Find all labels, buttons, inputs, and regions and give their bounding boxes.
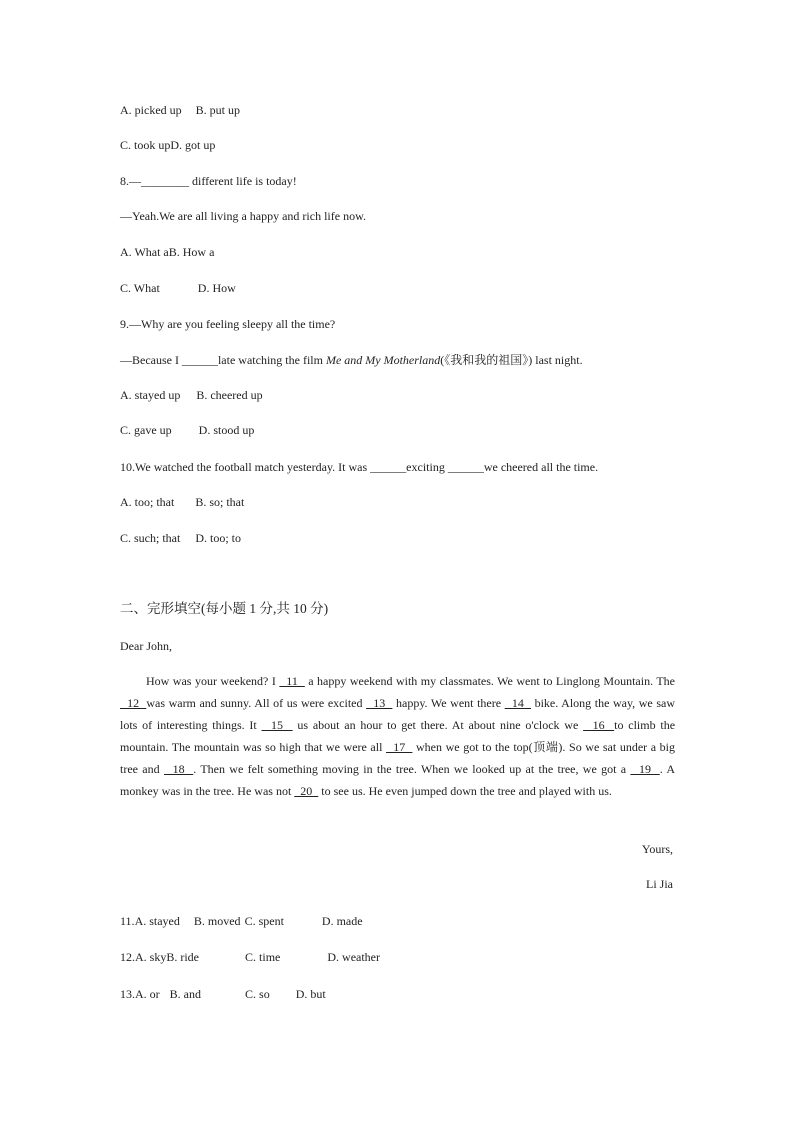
blank-20: 20	[294, 784, 319, 798]
q10-option-b: B. so; that	[195, 495, 245, 509]
q7-options-row1	[120, 103, 240, 117]
letter-text: was warm and sunny. All of us were excited	[146, 696, 367, 710]
letter-text: when we got to the top(顶端). So we sat under a big tree and	[120, 740, 675, 776]
q12-option-c: C. time	[245, 950, 281, 964]
q7-option-a: A. picked up	[120, 103, 182, 117]
letter-closing: Yours,	[641, 842, 673, 856]
blank-17: 17	[386, 740, 413, 754]
q7-option-b: B. put up	[195, 103, 240, 117]
q10-option-c: C. such; that	[120, 531, 181, 545]
letter-text: How was your weekend? I	[146, 674, 280, 688]
letter-text: us about an hour to get there. At about nine o'clock we	[292, 718, 584, 732]
q13-number: 13.	[120, 987, 135, 1001]
letter-body	[120, 670, 675, 802]
blank-18: 18	[163, 762, 194, 776]
q12-option-d: D. weather	[327, 950, 380, 964]
q9-reply-pre: —Because I ______late watching the film	[120, 353, 326, 367]
letter-text: happy. We went there	[392, 696, 505, 710]
q13-option-b: B. and	[169, 987, 202, 1001]
blank-15: 15	[261, 718, 293, 732]
letter-text: to climb the mountain. The mountain was so high that we were all	[120, 718, 676, 754]
q11-number: 11.	[120, 914, 135, 928]
q12-options	[120, 950, 380, 964]
q9-options-row1	[120, 388, 263, 402]
q8-option-d: D. How	[197, 281, 236, 295]
q12-option-b: B. ride	[166, 950, 200, 964]
q12-option-a: A. sky	[135, 950, 167, 964]
q9-option-a: A. stayed up	[120, 388, 181, 402]
q10-option-d: D. too; to	[195, 531, 241, 545]
q9-options-row2	[120, 423, 254, 437]
q13-option-d: D. but	[295, 987, 326, 1001]
letter-text: . A monkey was in the tree. He was not	[120, 762, 676, 798]
q7-option-c: C. took up	[120, 138, 171, 152]
letter-text: a happy weekend with my classmates. We went to Linglong Mountain. The	[304, 674, 675, 688]
blank-12: 12	[120, 696, 147, 710]
q11-option-d: D. made	[321, 914, 363, 928]
letter-text: . Then we felt something moving in the tree. When we looked up at the tree, we got a	[193, 762, 631, 776]
blank-11: 11	[279, 674, 305, 688]
letter-text: to see us. He even jumped down the tree and played with us.	[318, 784, 612, 798]
q8-option-c: C. What	[120, 281, 160, 295]
q9-reply-post: (《我和我的祖国》) last night.	[440, 353, 583, 367]
q13-option-a: A. or	[135, 987, 160, 1001]
q9-option-d: D. stood up	[198, 423, 255, 437]
q9-option-c: C. gave up	[120, 423, 172, 437]
letter-text: bike. Along the way, we saw lots of interesting things. It	[120, 696, 676, 732]
q10-stem: 10.We watched the football match yesterday. It was ______exciting ______we cheered all the time.	[120, 460, 599, 474]
q8-option-b: B. How a	[168, 245, 215, 259]
q8-reply: —Yeah.We are all living a happy and rich life now.	[120, 209, 366, 223]
letter-greeting: Dear John,	[120, 639, 172, 653]
q11-option-c: C. spent	[244, 914, 284, 928]
blank-19: 19	[630, 762, 660, 776]
blank-16: 16	[583, 718, 615, 732]
q8-options-row1	[120, 245, 214, 259]
q7-options-row2	[120, 138, 215, 152]
q9-reply	[120, 353, 583, 367]
blank-14: 14	[504, 696, 531, 710]
q13-options	[120, 987, 326, 1001]
q8-stem: 8.—________ different life is today!	[120, 174, 297, 188]
letter-signature: Li Jia	[646, 877, 673, 891]
q9-option-b: B. cheered up	[196, 388, 263, 402]
q11-option-b: B. moved	[193, 914, 241, 928]
q10-options-row2	[120, 531, 241, 545]
q9-stem: 9.—Why are you feeling sleepy all the time?	[120, 317, 336, 331]
q11-options	[120, 914, 363, 928]
q13-option-c: C. so	[245, 987, 270, 1001]
q8-options-row2	[120, 281, 236, 295]
q8-option-a: A. What a	[120, 245, 169, 259]
q10-options-row1	[120, 495, 244, 509]
q7-option-d: D. got up	[170, 138, 216, 152]
q12-number: 12.	[120, 950, 135, 964]
q9-film-title: Me and My Motherland	[325, 353, 441, 367]
blank-13: 13	[366, 696, 393, 710]
q10-option-a: A. too; that	[120, 495, 175, 509]
section-2-title: 二、完形填空(每小题 1 分,共 10 分)	[120, 601, 329, 616]
q11-option-a: A. stayed	[134, 914, 180, 928]
